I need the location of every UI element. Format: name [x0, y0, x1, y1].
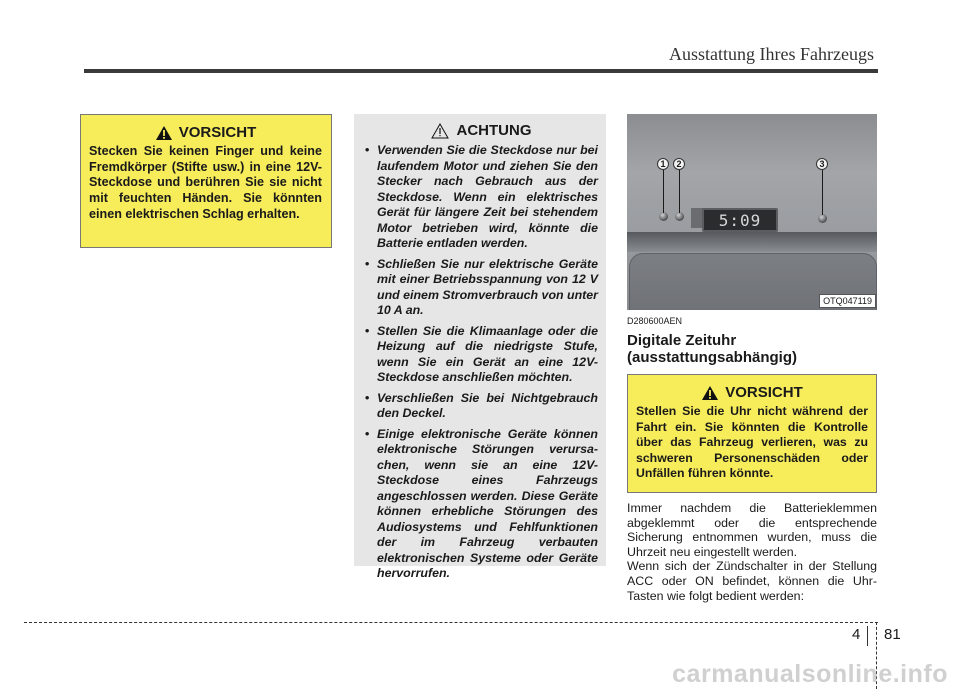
body-paragraph-1: Immer nachdem die Batterieklemmen abgeklemmt oder die entsprechende Sicherung entnommen wurden, muss die Uhrzeit neu eingestellt werden.	[627, 501, 877, 559]
caution-heading-row	[636, 384, 868, 401]
warning-item: • Stellen Sie die Klimaanlage oder die Heizung auf die niedrigste Stufe, wenn Sie ein Gerät an eine 12V-Steckdose anschließen möchten.	[364, 324, 598, 386]
page-number-separator	[867, 626, 868, 646]
callout-line-2	[679, 170, 680, 213]
clock-display-time: 5:09	[718, 210, 762, 230]
caution-box-left	[80, 114, 332, 248]
chapter-number: 4	[852, 626, 861, 643]
clock-button-1	[659, 212, 668, 221]
section-title-line-1: Digitale Zeituhr	[627, 332, 737, 349]
warning-triangle-icon	[701, 385, 719, 401]
digital-clock-photo	[627, 114, 877, 310]
warning-heading: ACHTUNG	[456, 122, 532, 139]
warning-triangle-outline-icon	[431, 123, 449, 139]
section-code: D280600AEN	[627, 316, 683, 326]
caution-heading: VORSICHT	[725, 384, 803, 401]
warning-list	[364, 143, 598, 582]
warning-item: • Schließen Sie nur elektrische Geräte mit einer Betriebsspannung von 12 V und einem Stromverbrauch von unter 10 A an.	[364, 257, 598, 319]
warning-item: • Einige elektronische Geräte können elektronische Störungen verursa-chen, wenn sie an eine 12V-Steckdose eines Fahrzeugs angeschlossen werden. Diese Geräte können erhebliche Störungen des Audiosystems und Fehlfunktionen der im Fahrzeug verbauten elektronischen Systeme oder Geräte hervorrufen.	[364, 427, 598, 582]
warning-triangle-icon	[155, 125, 173, 141]
body-text	[627, 501, 877, 603]
callout-line-1	[663, 170, 664, 213]
body-paragraph-2: Wenn sich der Zündschalter in der Stellung ACC oder ON befindet, können die Uhr-Tasten wie folgt bedient werden:	[627, 559, 877, 603]
footer-rule	[24, 622, 878, 623]
warning-panel	[354, 114, 606, 580]
section-title	[627, 332, 797, 366]
callout-number-2: 2	[673, 158, 685, 170]
caution-heading: VORSICHT	[178, 124, 257, 141]
warning-item: • Verwenden Sie die Steckdose nur bei laufendem Motor und ziehen Sie den Stecker nach Gebrauch aus der Steckdose. Wenn ein elektrisches Gerät für längere Zeit bei stehendem Motor betrieben wird, könnte die Batterie entladen werden.	[364, 143, 598, 252]
caution-box-right	[627, 374, 877, 493]
clock-button-3	[818, 214, 827, 223]
caution-text: Stecken Sie keinen Finger und keine Fremdkörper (Stifte usw.) in eine 12V-Steckdose und berühren Sie sie nicht mit feuchten Händen. Sie könnten einen elektrischen Schlag erhalten.	[89, 144, 322, 221]
caution-heading-row	[89, 124, 322, 141]
page-number: 81	[884, 626, 901, 643]
callout-number-1: 1	[657, 158, 669, 170]
warning-heading-row	[364, 122, 598, 139]
clock-display	[702, 208, 778, 232]
watermark: carmanualsonline.info	[672, 660, 948, 688]
header-rule	[84, 69, 878, 73]
callout-line-3	[822, 170, 823, 215]
clock-button-2	[675, 212, 684, 221]
section-title-line-2: (ausstattungsabhängig)	[627, 349, 798, 366]
warning-item: • Verschließen Sie bei Nichtgebrauch den Deckel.	[364, 391, 598, 422]
photo-code: OTQ047119	[819, 294, 876, 308]
page-header-title: Ausstattung Ihres Fahrzeugs	[669, 44, 874, 64]
photo-dashboard-band	[627, 232, 877, 252]
caution-text: Stellen Sie die Uhr nicht während der Fahrt ein. Sie könnten die Kontrolle über das Fahrzeug verlieren, was zu schweren Personenschäden oder Unfällen führen könnte.	[636, 404, 868, 480]
callout-number-3: 3	[816, 158, 828, 170]
